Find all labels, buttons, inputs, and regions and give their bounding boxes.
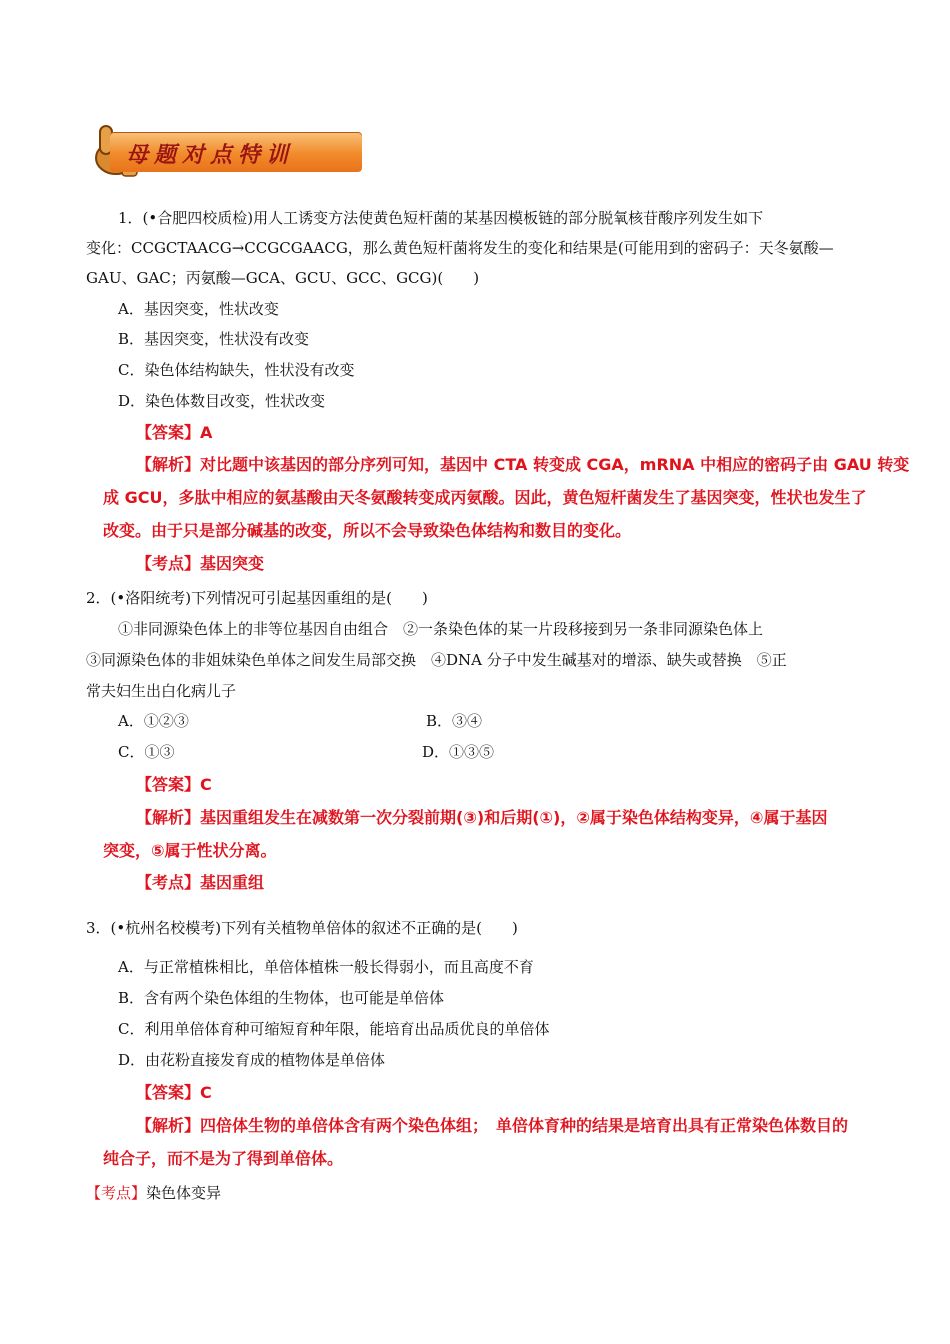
q2-option-d: D．①③⑤ [422,743,495,761]
point-value: 基因重组 [200,873,265,892]
q2-stem-line4: 常夫妇生出白化病儿子 [86,682,237,700]
q2-analysis-line2: 突变，⑤属于性状分离。 [103,841,277,860]
analysis-text: 四倍体生物的单倍体含有两个染色体组； 单倍体育种的结果是培育出具有正常染色体数目的 [200,1116,849,1135]
q2-stem-line1: 2．(•洛阳统考)下列情况可引起基因重组的是( ) [86,589,428,607]
q2-option-a: A．①②③ [118,712,189,730]
answer-label: 【答案】 [136,775,201,794]
q2-option-b: B．③④ [426,712,483,730]
q3-option-d: D．由花粉直接发育成的植物体是单倍体 [118,1051,386,1069]
q1-point [136,554,264,574]
analysis-label: 【解析】 [136,1116,201,1135]
section-banner [86,122,364,182]
q3-point [86,1183,221,1203]
point-value: 染色体变异 [146,1184,222,1202]
analysis-text: 对比题中该基因的部分序列可知，基因中 CTA 转变成 CGA，mRNA 中相应的密码子由 GAU 转变 [200,455,910,474]
q1-option-c: C．染色体结构缺失，性状没有改变 [118,361,355,379]
q1-stem-line3: GAU、GAC；丙氨酸—GCA、GCU、GCC、GCG)( ) [86,269,480,287]
q1-answer [136,423,212,443]
q1-option-b: B．基因突变，性状没有改变 [118,330,310,348]
q3-option-c: C．利用单倍体育种可缩短育种年限，能培育出品质优良的单倍体 [118,1020,550,1038]
answer-label: 【答案】 [136,1083,201,1102]
q3-option-a: A．与正常植株相比，单倍体植株一般长得弱小，而且高度不育 [118,958,534,976]
q2-point [136,873,264,893]
analysis-label: 【解析】 [136,808,201,827]
q1-analysis-line2: 成 GCU，多肽中相应的氨基酸由天冬氨酸转变成丙氨酸。因此，黄色短杆菌发生了基因突变，性状也发生了 [103,488,867,507]
q3-option-b: B．含有两个染色体组的生物体，也可能是单倍体 [118,989,445,1007]
q1-option-d: D．染色体数目改变，性状改变 [118,392,326,410]
q2-stem-line2: ①非同源染色体上的非等位基因自由组合 ②一条染色体的某一片段移接到另一条非同源染色体上 [118,620,764,638]
analysis-text: 基因重组发生在减数第一次分裂前期(③)和后期(①)，②属于染色体结构变异，④属于基因 [200,808,828,827]
q2-option-c: C．①③ [118,743,175,761]
answer-value: C [200,1083,212,1102]
q1-analysis-line1 [136,455,909,475]
q1-stem-line1: 1．(•合肥四校质检)用人工诱变方法使黄色短杆菌的某基因模板链的部分脱氧核苷酸序列发生如下 [118,209,764,227]
q2-answer [136,775,212,795]
answer-label: 【答案】 [136,423,201,442]
point-label: 【考点】 [136,873,201,892]
q3-stem-line1: 3．(•杭州名校模考)下列有关植物单倍体的叙述不正确的是( ) [86,919,518,937]
point-label: 【考点】 [86,1184,147,1202]
answer-value: C [200,775,212,794]
q3-analysis-line1 [136,1116,848,1136]
q1-option-a: A．基因突变，性状改变 [118,300,279,318]
banner-title: 母题对点特训 [126,143,295,168]
q3-analysis-line2: 纯合子，而不是为了得到单倍体。 [103,1149,344,1168]
analysis-label: 【解析】 [136,455,201,474]
q1-analysis-line3: 改变。由于只是部分碱基的改变，所以不会导致染色体结构和数目的变化。 [103,521,632,540]
q3-answer [136,1083,212,1103]
answer-value: A [200,423,213,442]
point-label: 【考点】 [136,554,201,573]
q1-stem-line2: 变化：CCGCTAACG→CCGCGAACG，那么黄色短杆菌将发生的变化和结果是(可能用到的密码子：天冬氨酸— [86,239,834,257]
q2-analysis-line1 [136,808,827,828]
point-value: 基因突变 [200,554,265,573]
q2-stem-line3: ③同源染色体的非姐妹染色单体之间发生局部交换 ④DNA 分子中发生碱基对的增添、缺失或替换 ⑤正 [86,651,787,669]
